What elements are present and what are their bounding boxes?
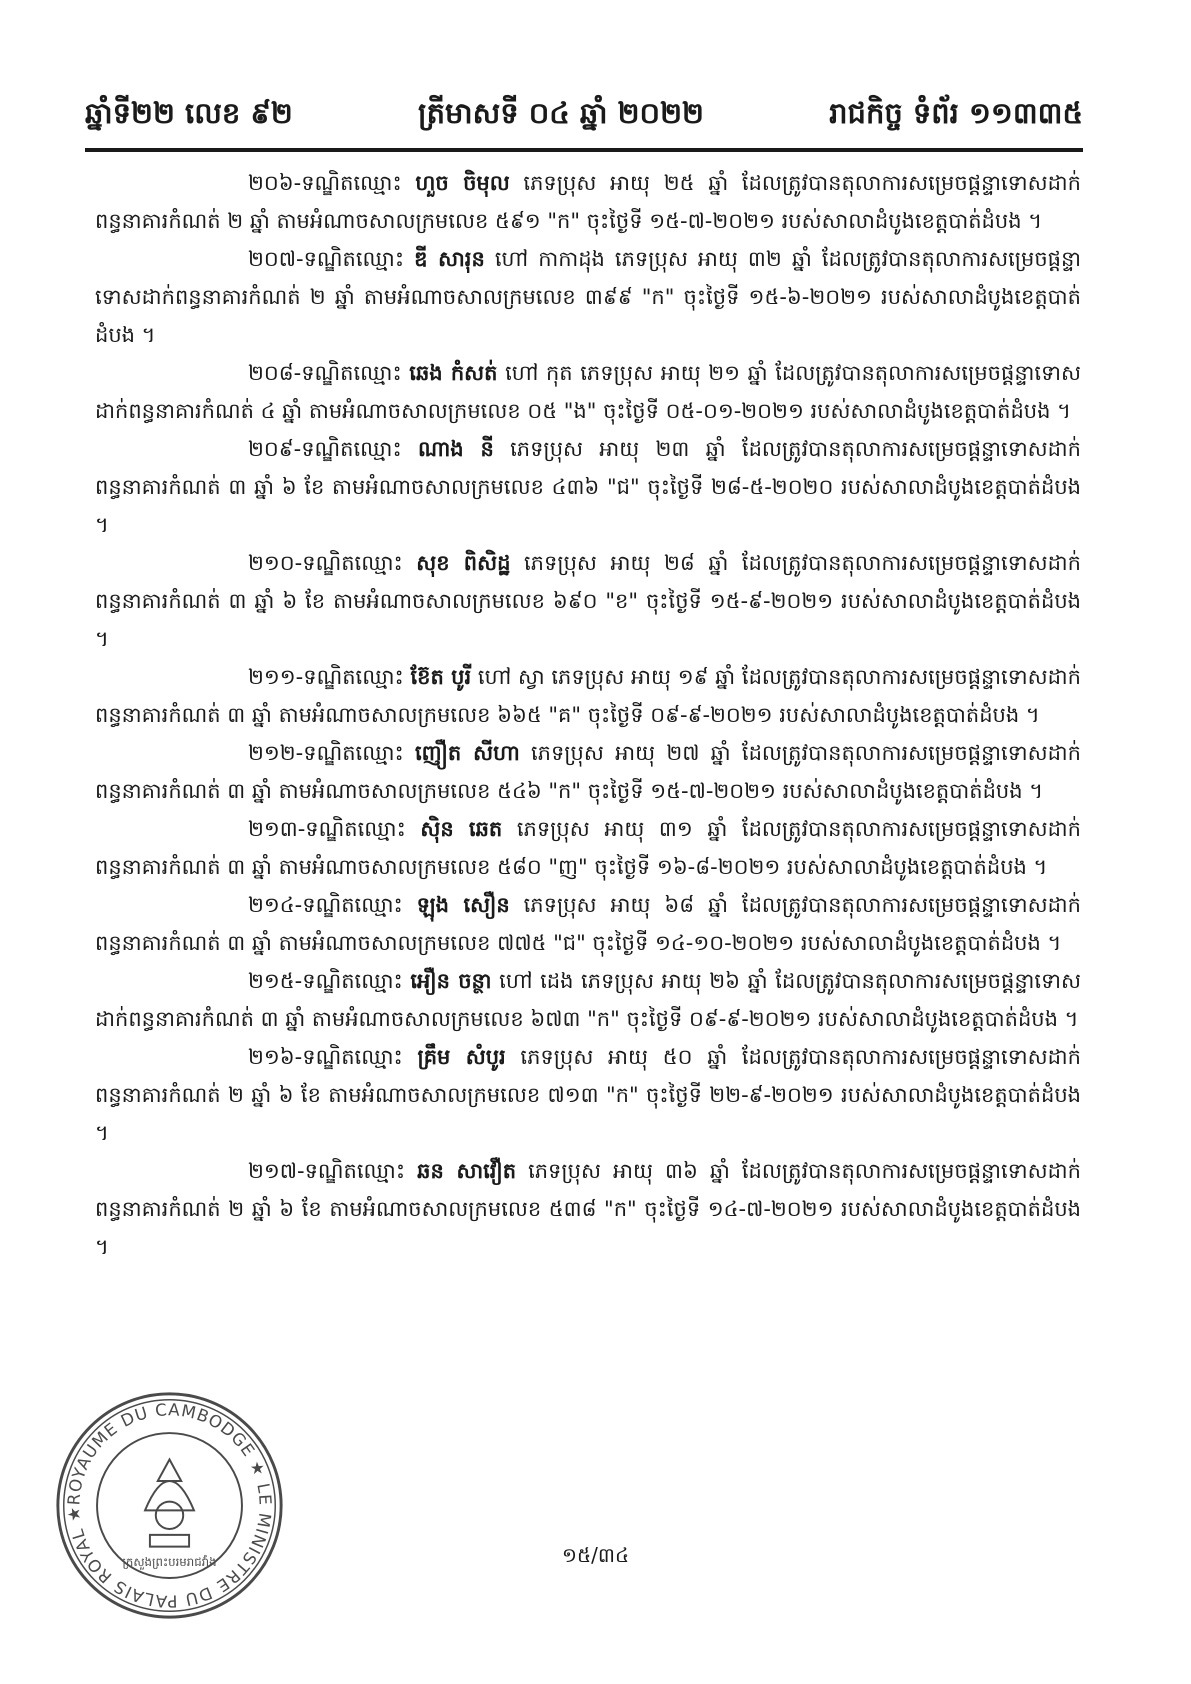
header-quarter: ត្រីមាសទី ០៤ ឆ្នាំ ២០២២ [417,96,704,130]
entry-name: ហួច ចិមុល [415,171,510,195]
entry-217: ២១៧-ទណ្ឌិតឈ្មោះ ឆន សាវឿត ភេទប្រុស អាយុ ៣៦ ឆ្នាំ ដែលត្រូវបានតុលាការសម្រេចផ្តន្ទាទោសដាក់ពន្ធនាគារកំណត់ ២ ឆ្នាំ ៦ ខែ តាមអំណាចសាលក្រមលេខ ៥៣៨ "ក" ចុះថ្ងៃទី ១៤-៧-២០២១ របស់សាលាដំបូងខេត្តបាត់ដំបង ។ [95,1159,1081,1259]
header-issue: ឆ្នាំទី២២ លេខ ៩២ [85,96,293,130]
entry-210: ២១០-ទណ្ឌិតឈ្មោះ សុខ ពិសិដ្ឋ ភេទប្រុស អាយុ ២៨ ឆ្នាំ ដែលត្រូវបានតុលាការសម្រេចផ្តន្ទាទោសដាក់ពន្ធនាគារកំណត់ ៣ ឆ្នាំ ៦ ខែ តាមអំណាចសាលក្រមលេខ ៦៩០ "ខ" ចុះថ្ងៃទី ១៥-៩-២០២១ របស់សាលាដំបូងខេត្តបាត់ដំបង ។ [95,551,1081,651]
entry-214: ២១៤-ទណ្ឌិតឈ្មោះ ឡុង សឿន ភេទប្រុស អាយុ ៦៨ ឆ្នាំ ដែលត្រូវបានតុលាការសម្រេចផ្តន្ទាទោសដាក់ពន្ធនាគារកំណត់ ៣ ឆ្នាំ តាមអំណាចសាលក្រមលេខ ៧៧៥ "ជ" ចុះថ្ងៃទី ១៤-១០-២០២១ របស់សាលាដំបូងខេត្តបាត់ដំបង ។ [95,893,1081,955]
entry-name: ណាង នី [417,437,494,461]
page-number: ១៥/៣៤ [561,1543,630,1567]
royal-palace-seal-icon [52,1388,287,1623]
entry-name: ខ៊ែត បូរី [410,665,472,689]
entry-212: ២១២-ទណ្ឌិតឈ្មោះ ញឿត សីហា ភេទប្រុស អាយុ ២៧ ឆ្នាំ ដែលត្រូវបានតុលាការសម្រេចផ្តន្ទាទោសដាក់ពន្ធនាគារកំណត់ ៣ ឆ្នាំ តាមអំណាចសាលក្រមលេខ ៥៤៦ "ក" ចុះថ្ងៃទី ១៥-៧-២០២១ របស់សាលាដំបូងខេត្តបាត់ដំបង ។ [95,741,1082,803]
svg-text:ROYAUME DU CAMBODGE ★ LE MINIS [64,1400,275,1611]
header-page: រាជកិច្ច ទំព័រ ១១៣៣៥ [829,96,1083,130]
entry-name: ឆេង កំសត់ [409,361,498,385]
entry-209: ២០៩-ទណ្ឌិតឈ្មោះ ណាង នី ភេទប្រុស អាយុ ២៣ ឆ្នាំ ដែលត្រូវបានតុលាការសម្រេចផ្តន្ទាទោសដាក់ពន្ធនាគារកំណត់ ៣ ឆ្នាំ ៦ ខែ តាមអំណាចសាលក្រមលេខ ៤៣៦ "ជ" ចុះថ្ងៃទី ២៨-៥-២០២០ របស់សាលាដំបូងខេត្តបាត់ដំបង ។ [95,437,1082,537]
entry-name: អឿន ចន្ថា [410,969,492,993]
entry-name: សុខ ពិសិដ្ឋ [416,551,511,575]
header-rule [85,148,1083,152]
seal-label: ក្រសួងព្រះបរមរាជវាំង [122,1555,217,1570]
entries-list [95,164,1081,1266]
entry-211: ២១១-ទណ្ឌិតឈ្មោះ ខ៊ែត បូរី ហៅ ស្វា ភេទប្រុស អាយុ ១៩ ឆ្នាំ ដែលត្រូវបានតុលាការសម្រេចផ្តន្ទាទោសដាក់ពន្ធនាគារកំណត់ ៣ ឆ្នាំ តាមអំណាចសាលក្រមលេខ ៦៦៥ "គ" ចុះថ្ងៃទី ០៩-៩-២០២១ របស់សាលាដំបូងខេត្តបាត់ដំបង ។ [95,665,1081,727]
seal-ring-text: ROYAUME DU CAMBODGE ★ LE MINISTRE DU PALAIS ROYAL ★ [64,1400,275,1611]
entry-name: ស៊ិន ឆេត [420,817,503,841]
entry-name: ញឿត សីហា [414,741,520,765]
entry-213: ២១៣-ទណ្ឌិតឈ្មោះ ស៊ិន ឆេត ភេទប្រុស អាយុ ៣១ ឆ្នាំ ដែលត្រូវបានតុលាការសម្រេចផ្តន្ទាទោសដាក់ពន្ធនាគារកំណត់ ៣ ឆ្នាំ តាមអំណាចសាលក្រមលេខ ៥៨០ "ញ" ចុះថ្ងៃទី ១៦-៨-២០២១ របស់សាលាដំបូងខេត្តបាត់ដំបង ។ [95,817,1081,879]
entry-208: ២០៨-ទណ្ឌិតឈ្មោះ ឆេង កំសត់ ហៅ កុត ភេទប្រុស អាយុ ២១ ឆ្នាំ ដែលត្រូវបានតុលាការសម្រេចផ្តន្ទាទោសដាក់ពន្ធនាគារកំណត់ ៤ ឆ្នាំ តាមអំណាចសាលក្រមលេខ ០៥ "ង" ចុះថ្ងៃទី ០៥-០១-២០២១ របស់សាលាដំបូងខេត្តបាត់ដំបង ។ [95,361,1081,423]
entry-215: ២១៥-ទណ្ឌិតឈ្មោះ អឿន ចន្ថា ហៅ ដេង ភេទប្រុស អាយុ ២៦ ឆ្នាំ ដែលត្រូវបានតុលាការសម្រេចផ្តន្ទាទោសដាក់ពន្ធនាគារកំណត់ ៣ ឆ្នាំ តាមអំណាចសាលក្រមលេខ ៦៧៣ "ក" ចុះថ្ងៃទី ០៩-៩-២០២១ របស់សាលាដំបូងខេត្តបាត់ដំបង ។ [95,969,1081,1031]
entry-name: ឌី សារុន [414,247,485,271]
entry-216: ២១៦-ទណ្ឌិតឈ្មោះ គ្រឹម សំបូរ ភេទប្រុស អាយុ ៥០ ឆ្នាំ ដែលត្រូវបានតុលាការសម្រេចផ្តន្ទាទោសដាក់ពន្ធនាគារកំណត់ ២ ឆ្នាំ ៦ ខែ តាមអំណាចសាលក្រមលេខ ៧១៣ "ក" ចុះថ្ងៃទី ២២-៩-២០២១ របស់សាលាដំបូងខេត្តបាត់ដំបង ។ [95,1045,1081,1145]
entry-name: ឆន សាវឿត [417,1159,517,1183]
entry-name: ឡុង សឿន [416,893,510,917]
entry-207: ២០៧-ទណ្ឌិតឈ្មោះ ឌី សារុន ហៅ កាកាដុង ភេទប្រុស អាយុ ៣២ ឆ្នាំ ដែលត្រូវបានតុលាការសម្រេចផ្តន្ទាទោសដាក់ពន្ធនាគារកំណត់ ២ ឆ្នាំ តាមអំណាចសាលក្រមលេខ ៣៩៩ "ក" ចុះថ្ងៃទី ១៥-៦-២០២១ របស់សាលាដំបូងខេត្តបាត់ដំបង ។ [95,247,1081,347]
entry-name: គ្រឹម សំបូរ [417,1045,506,1069]
page-header [85,86,1083,138]
entry-206: ២០៦-ទណ្ឌិតឈ្មោះ ហួច ចិមុល ភេទប្រុស អាយុ ២៥ ឆ្នាំ ដែលត្រូវបានតុលាការសម្រេចផ្តន្ទាទោសដាក់ពន្ធនាគារកំណត់ ២ ឆ្នាំ តាមអំណាចសាលក្រមលេខ ៥៩១ "ក" ចុះថ្ងៃទី ១៥-៧-២០២១ របស់សាលាដំបូងខេត្តបាត់ដំបង ។ [95,171,1081,233]
